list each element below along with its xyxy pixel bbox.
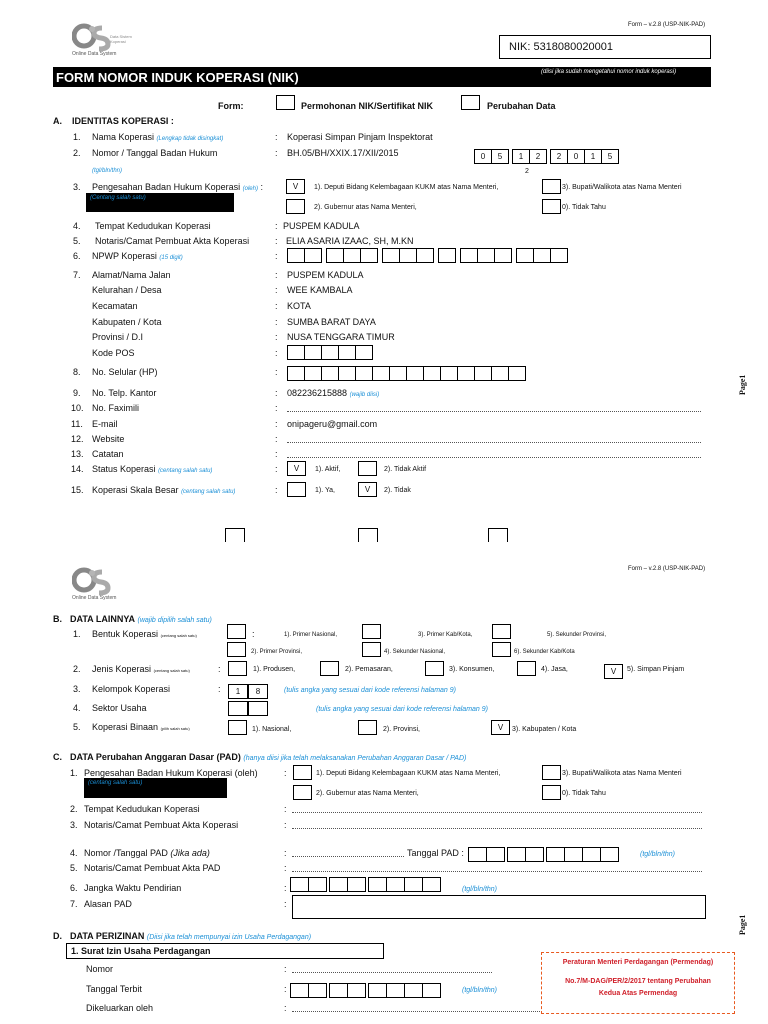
kelurahan-value: WEE KAMBALA (287, 285, 353, 295)
provinsi-label: Provinsi / D.I (92, 332, 144, 342)
kabupaten-colon: : (275, 317, 278, 327)
c4-tanggal-label: Tanggal PAD : (407, 848, 464, 858)
npwp-cell[interactable] (304, 248, 322, 263)
a11-colon: : (275, 419, 278, 429)
badan-hukum-date-cell[interactable]: 0 (474, 149, 492, 164)
a10-label: No. Faximili (92, 403, 140, 413)
a9-value: 082236215888 (wajib diisi) (287, 388, 380, 398)
b5-opt3-label: 3). Kabupaten / Kota (512, 726, 577, 733)
hp-cell[interactable] (372, 366, 390, 381)
tanggal-pad-cell[interactable] (600, 847, 619, 862)
form-type-label: Form: (218, 101, 244, 111)
jangka-waktu-cell[interactable] (347, 877, 366, 892)
b1-opt5-checkbox[interactable] (492, 624, 511, 639)
a14-num: 14. (71, 464, 84, 474)
npwp-cell[interactable] (550, 248, 568, 263)
a13-line[interactable] (287, 457, 701, 458)
hp-cell[interactable] (440, 366, 458, 381)
c7-num: 7. (70, 899, 78, 909)
b3-digit1[interactable]: 1 (228, 684, 248, 699)
c6-num: 6. (70, 883, 78, 893)
kode-pos-cell[interactable] (338, 345, 356, 360)
status-tidak-aktif-label: 2). Tidak Aktif (384, 466, 427, 473)
c1-opt3-label: 3). Bupati/Walikota atas Nama Menteri (562, 770, 682, 777)
form-title-bar (53, 67, 711, 87)
b1-opt4-checkbox[interactable] (362, 642, 381, 657)
kode-pos-colon: : (275, 348, 278, 358)
kecamatan-colon: : (275, 301, 278, 311)
siup-tanggal-cell[interactable] (308, 983, 327, 998)
c2-colon: : (284, 804, 287, 814)
a15-num: 15. (71, 485, 84, 495)
page-break-box-3 (488, 528, 508, 542)
jangka-waktu-cell[interactable] (329, 877, 348, 892)
a12-line[interactable] (287, 442, 701, 443)
a10-num: 10. (71, 403, 84, 413)
npwp-cell[interactable] (477, 248, 495, 263)
a3-option1-checkbox[interactable]: V (286, 179, 305, 194)
siup-tanggal-colon: : (284, 984, 287, 994)
b2-opt5-label: 5). Simpan Pinjam (627, 666, 685, 673)
a4-value: PUSPEM KADULA (283, 221, 360, 231)
c1-hint-bar: (centang salah satu) (84, 778, 227, 798)
b2-colon: : (218, 664, 221, 674)
b4-num: 4. (73, 703, 81, 713)
b3-hint: (tulis angka yang sesuai dari kode referensi halaman 9) (284, 687, 456, 694)
form-title-note: (diisi jika sudah mengetahui nomor induk koperasi) (541, 69, 677, 75)
c7-colon: : (284, 899, 287, 909)
c2-line[interactable] (292, 812, 702, 813)
a5-label: Notaris/Camat Pembuat Akta Koperasi (95, 236, 250, 246)
b2-opt2-label: 2). Pemasaran, (345, 666, 393, 673)
a4-colon: : (275, 221, 278, 231)
a11-label: E-mail (92, 419, 118, 429)
a7-colon: : (275, 270, 278, 280)
perubahan-checkbox[interactable] (461, 95, 480, 110)
npwp-cell[interactable] (416, 248, 434, 263)
b4-digit1[interactable] (228, 701, 248, 716)
siup-tanggal-hint: (tgl/bln/thn) (462, 987, 498, 994)
siup-dikeluarkan-label: Dikeluarkan oleh (86, 1003, 154, 1013)
hp-cell[interactable] (474, 366, 492, 381)
a3-option4-label: 0). Tidak Tahu (562, 204, 606, 211)
a9-label: No. Telp. Kantor (92, 388, 157, 398)
b2-opt3-checkbox[interactable] (425, 661, 444, 676)
b2-opt1-checkbox[interactable] (228, 661, 247, 676)
status-aktif-checkbox[interactable]: V (287, 461, 306, 476)
a1-colon: : (275, 132, 278, 142)
section-a-title: IDENTITAS KOPERASI : (72, 116, 174, 126)
c4-num: 4. (70, 848, 78, 858)
npwp-cell[interactable] (382, 248, 400, 263)
section-a-letter: A. (53, 116, 62, 126)
b5-label: Koperasi Binaan (pilih salah satu) (92, 722, 190, 732)
b1-opt4-label: 4). Sekunder Nasional, (384, 649, 446, 655)
a2-num: 2. (73, 148, 81, 158)
tanggal-pad-cell[interactable] (507, 847, 526, 862)
section-d-title: DATA PERIZINAN (Diisi jika telah mempunyai izin Usaha Perdagangan) (70, 931, 312, 941)
form-title: FORM NOMOR INDUK KOPERASI (NIK) (56, 70, 299, 85)
b2-opt4-label: 4). Jasa, (541, 666, 568, 673)
jangka-waktu-cell[interactable] (308, 877, 327, 892)
npwp-cell[interactable] (494, 248, 512, 263)
tanggal-pad-cell[interactable] (582, 847, 601, 862)
a14-label: Status Koperasi (centang salah satu) (92, 464, 213, 474)
alasan-pad-textarea[interactable] (292, 895, 706, 919)
b2-opt5-checkbox[interactable]: V (604, 664, 623, 679)
a7-num: 7. (73, 270, 81, 280)
status-tidak-aktif-checkbox[interactable] (358, 461, 377, 476)
jangka-waktu-cell[interactable] (422, 877, 441, 892)
siup-nomor-label: Nomor (86, 964, 114, 974)
b1-opt3-label: 3). Primer Kab/Kota, (418, 632, 473, 638)
tanggal-pad-cell[interactable] (525, 847, 544, 862)
b3-num: 3. (73, 684, 81, 694)
jangka-waktu-cell[interactable] (368, 877, 387, 892)
c1-opt2-checkbox[interactable] (293, 785, 312, 800)
c1-opt3-checkbox[interactable] (542, 765, 561, 780)
permendag-note-line2: No.7/M-DAG/PER/2/2017 tentang Perubahan (565, 978, 711, 985)
section-c-title: DATA Perubahan Anggaran Dasar (PAD) (hanya diisi jika telah melaksanakan Perubahan Anggaran Dasar / PAD) (70, 752, 467, 762)
c1-opt4-label: 0). Tidak Tahu (562, 790, 606, 797)
b1-opt5-label: 5). Sekunder Provinsi, (547, 632, 607, 638)
b2-opt3-label: 3). Konsumen, (449, 666, 495, 673)
npwp-cell[interactable] (360, 248, 378, 263)
hp-cell[interactable] (355, 366, 373, 381)
b1-opt3-checkbox[interactable] (362, 624, 381, 639)
a3-option2-label: 2). Gubernur atas Nama Menteri, (314, 204, 417, 211)
perubahan-label: Perubahan Data (487, 101, 556, 111)
b2-opt1-label: 1). Produsen, (253, 666, 296, 673)
a3-option1-label: 1). Deputi Bidang Kelembagaan KUKM atas Nama Menteri, (314, 184, 499, 191)
c3-num: 3. (70, 820, 78, 830)
a7-label: Alamat/Nama Jalan (92, 270, 171, 280)
hp-cell[interactable] (389, 366, 407, 381)
b1-opt6-checkbox[interactable] (492, 642, 511, 657)
a13-label: Catatan (92, 449, 124, 459)
c4-line[interactable] (292, 856, 404, 857)
kode-pos-cell[interactable] (287, 345, 305, 360)
siup-tanggal-cell[interactable] (368, 983, 387, 998)
kecamatan-value: KOTA (287, 301, 311, 311)
c2-num: 2. (70, 804, 78, 814)
logo-tagline-2: Online Data System (72, 595, 117, 601)
jangka-waktu-cell[interactable] (404, 877, 423, 892)
hp-cell[interactable] (423, 366, 441, 381)
badan-hukum-date-cell[interactable]: 0 (567, 149, 585, 164)
badan-hukum-date-cell[interactable]: 1 (512, 149, 530, 164)
b5-opt2-checkbox[interactable] (358, 720, 377, 735)
a15-label: Koperasi Skala Besar (centang salah satu) (92, 485, 236, 495)
npwp-cell[interactable] (287, 248, 305, 263)
c6-label: Jangka Waktu Pendirian (84, 883, 182, 893)
npwp-cell[interactable] (438, 248, 456, 263)
a4-num: 4. (73, 221, 81, 231)
b1-opt1-checkbox[interactable] (227, 624, 246, 639)
nik-value: NIK: 5318080020001 (509, 41, 613, 53)
a1-label: Nama Koperasi (Lengkap tidak disingkat) (92, 132, 224, 142)
kode-pos-label: Kode POS (92, 348, 135, 358)
a4-label: Tempat Kedudukan Koperasi (95, 221, 211, 231)
b5-opt1-label: 1). Nasional, (252, 726, 292, 733)
c1-colon: : (284, 768, 287, 778)
kode-pos-cell[interactable] (304, 345, 322, 360)
c1-opt2-label: 2). Gubernur atas Nama Menteri, (316, 790, 419, 797)
a8-label: No. Selular (HP) (92, 367, 158, 377)
c5-label: Notaris/Camat Pembuat Akta PAD (84, 863, 221, 873)
c3-line[interactable] (292, 828, 702, 829)
a13-colon: : (275, 449, 278, 459)
b1-num: 1. (73, 629, 81, 639)
npwp-cell[interactable] (343, 248, 361, 263)
npwp-cell[interactable] (326, 248, 344, 263)
a8-num: 8. (73, 367, 81, 377)
npwp-cell[interactable] (516, 248, 534, 263)
b2-label: Jenis Koperasi (centang salah satu) (92, 664, 190, 674)
badan-hukum-date-cell[interactable]: 2 (529, 149, 547, 164)
b2-opt2-checkbox[interactable] (320, 661, 339, 676)
hp-cell[interactable] (304, 366, 322, 381)
b2-num: 2. (73, 664, 81, 674)
c1-opt1-checkbox[interactable] (293, 765, 312, 780)
a2-date-note: 2 (525, 168, 529, 175)
a15-colon: : (275, 485, 278, 495)
hp-cell[interactable] (457, 366, 475, 381)
siup-nomor-colon: : (284, 964, 287, 974)
page-break-box-2 (358, 528, 378, 542)
section-b-letter: B. (53, 614, 62, 624)
b1-opt1-label: 1). Primer Nasional, (284, 632, 338, 638)
a3-hint-bar: (Centang salah satu) (86, 193, 234, 212)
b4-digit2[interactable] (248, 701, 268, 716)
badan-hukum-date-cell[interactable]: 5 (601, 149, 619, 164)
b4-label: Sektor Usaha (92, 703, 147, 713)
a11-num: 11. (71, 419, 83, 429)
c5-colon: : (284, 863, 287, 873)
page-label-1: Page1 (738, 374, 747, 395)
b5-opt1-checkbox[interactable] (228, 720, 247, 735)
kabupaten-label: Kabupaten / Kota (92, 317, 162, 327)
kelurahan-label: Kelurahan / Desa (92, 285, 162, 295)
tanggal-pad-cell[interactable] (468, 847, 487, 862)
kecamatan-label: Kecamatan (92, 301, 138, 311)
c6-colon: : (284, 883, 287, 893)
permendag-note-line1: Peraturan Menteri Perdagangan (Permendag) (562, 959, 714, 966)
a3-label: Pengesahan Badan Hukum Koperasi (oleh) : (92, 182, 263, 192)
b4-hint: (tulis angka yang sesuai dari kode referensi halaman 9) (316, 706, 488, 713)
a13-num: 13. (71, 449, 84, 459)
siup-dikeluarkan-colon: : (284, 1003, 287, 1013)
c4-label: Nomor /Tanggal PAD (Jika ada) (84, 848, 210, 858)
jangka-waktu-cell[interactable] (386, 877, 405, 892)
jangka-waktu-cell[interactable] (290, 877, 309, 892)
provinsi-value: NUSA TENGGARA TIMUR (287, 332, 395, 342)
a3-option3-checkbox[interactable] (542, 179, 561, 194)
b5-opt2-label: 2). Provinsi, (383, 726, 420, 733)
section-b-title: DATA LAINNYA (wajib dipilih salah satu) (70, 614, 212, 624)
kelurahan-colon: : (275, 285, 278, 295)
b5-num: 5. (73, 722, 81, 732)
a3-option2-checkbox[interactable] (286, 199, 305, 214)
tanggal-pad-cell[interactable] (546, 847, 565, 862)
a3-option4-checkbox[interactable] (542, 199, 561, 214)
a6-colon: : (275, 251, 278, 261)
siup-tanggal-label: Tanggal Terbit (86, 984, 142, 994)
a12-colon: : (275, 434, 278, 444)
a1-num: 1. (73, 132, 81, 142)
hp-cell[interactable] (491, 366, 509, 381)
b3-digit2[interactable]: 8 (248, 684, 268, 699)
nik-box[interactable] (499, 35, 711, 59)
c1-opt1-label: 1). Deputi Bidang Kelembagaan KUKM atas Nama Menteri, (316, 770, 501, 777)
kabupaten-value: SUMBA BARAT DAYA (287, 317, 376, 327)
a11-value: onipageru@gmail.com (287, 419, 378, 429)
badan-hukum-date-cell[interactable]: 1 (584, 149, 602, 164)
siup-tanggal-cell[interactable] (404, 983, 423, 998)
a2-value: BH.05/BH/XXIX.17/XII/2015 (287, 148, 399, 158)
hp-cell[interactable] (287, 366, 305, 381)
page-break-box-1 (225, 528, 245, 542)
a9-num: 9. (73, 388, 81, 398)
npwp-cell[interactable] (460, 248, 478, 263)
a8-colon: : (275, 367, 278, 377)
a14-colon: : (275, 464, 278, 474)
form-version-2: Form – v.2.8 (USP-NIK-PAD) (628, 566, 706, 572)
a2-label: Nomor / Tanggal Badan Hukum (92, 148, 218, 158)
a2-hint: (tgl/bln/thn) (92, 168, 123, 174)
c1-opt4-checkbox[interactable] (542, 785, 561, 800)
skala-ya-checkbox[interactable] (287, 482, 306, 497)
c6-hint: (tgl/bln/thn) (462, 886, 498, 893)
c2-label: Tempat Kedudukan Koperasi (84, 804, 200, 814)
page-label-2: Page1 (738, 914, 747, 935)
provinsi-colon: : (275, 332, 278, 342)
tanggal-pad-cell[interactable] (486, 847, 505, 862)
permendag-note (541, 952, 735, 1014)
permohonan-checkbox[interactable] (276, 95, 295, 110)
kode-pos-cell[interactable] (355, 345, 373, 360)
badan-hukum-date-cell[interactable]: 5 (491, 149, 509, 164)
hp-cell[interactable] (406, 366, 424, 381)
c5-line[interactable] (292, 871, 702, 872)
b1-opt2-checkbox[interactable] (227, 642, 246, 657)
c4-hint: (tgl/bln/thn) (640, 851, 676, 858)
skala-tidak-label: 2). Tidak (384, 487, 411, 494)
badan-hukum-date-cell[interactable]: 2 (550, 149, 568, 164)
c5-num: 5. (70, 863, 78, 873)
section-d-letter: D. (53, 931, 62, 941)
skala-tidak-checkbox[interactable]: V (358, 482, 377, 497)
a6-num: 6. (73, 251, 81, 261)
a5-colon: : (275, 236, 278, 246)
b1-colon: : (252, 629, 255, 639)
b1-opt2-label: 2). Primer Provinsi, (251, 649, 303, 655)
hp-cell[interactable] (321, 366, 339, 381)
siup-nomor-line[interactable] (292, 972, 492, 973)
a7-value: PUSPEM KADULA (287, 270, 364, 280)
b3-colon: : (218, 684, 221, 694)
npwp-cell[interactable] (399, 248, 417, 263)
section-c-letter: C. (53, 752, 62, 762)
a10-line[interactable] (287, 411, 701, 412)
a10-colon: : (275, 403, 278, 413)
b2-opt4-checkbox[interactable] (517, 661, 536, 676)
b1-label: Bentuk Koperasi (centang salah satu) (92, 629, 197, 639)
siup-tanggal-cell[interactable] (329, 983, 348, 998)
form-version: Form – v.2.8 (USP-NIK-PAD) (628, 22, 706, 28)
siup-tanggal-cell[interactable] (290, 983, 309, 998)
a3-option3-label: 3). Bupati/Walikota atas Nama Menteri (562, 184, 682, 191)
oss-logo-2 (72, 566, 132, 594)
a1-value: Koperasi Simpan Pinjam Inspektorat (287, 132, 433, 142)
a9-colon: : (275, 388, 278, 398)
tanggal-pad-cell[interactable] (564, 847, 583, 862)
a3-num: 3. (73, 182, 81, 192)
logo-tagline: Online Data System (72, 51, 117, 57)
a12-label: Website (92, 434, 125, 444)
a12-num: 12. (71, 434, 84, 444)
siup-tanggal-cell[interactable] (347, 983, 366, 998)
c1-label: Pengesahan Badan Hukum Koperasi (oleh) (84, 768, 258, 778)
siup-header: 1. Surat Izin Usaha Perdagangan (66, 943, 384, 959)
b3-label: Kelompok Koperasi (92, 684, 171, 694)
c3-colon: : (284, 820, 287, 830)
npwp-cell[interactable] (533, 248, 551, 263)
a2-colon: : (275, 148, 278, 158)
status-aktif-label: 1). Aktif, (315, 466, 341, 473)
logo-side-text: Data Sistem Koperasi (110, 34, 132, 44)
siup-tanggal-cell[interactable] (422, 983, 441, 998)
c4-colon: : (284, 848, 287, 858)
a5-value: ELIA ASARIA IZAAC, SH, M.KN (286, 236, 414, 246)
a5-num: 5. (73, 236, 81, 246)
c1-num: 1. (70, 768, 78, 778)
hp-cell[interactable] (338, 366, 356, 381)
skala-ya-label: 1). Ya, (315, 487, 335, 494)
b5-opt3-checkbox[interactable]: V (491, 720, 510, 735)
c7-label: Alasan PAD (84, 899, 132, 909)
permendag-note-line3: Kedua Atas Permendag (598, 990, 678, 997)
kode-pos-cell[interactable] (321, 345, 339, 360)
c3-label: Notaris/Camat Pembuat Akta Koperasi (84, 820, 239, 830)
permohonan-label: Permohonan NIK/Sertifikat NIK (301, 101, 434, 111)
hp-cell[interactable] (508, 366, 526, 381)
a6-label: NPWP Koperasi (15 digit) (92, 251, 183, 261)
siup-tanggal-cell[interactable] (386, 983, 405, 998)
b1-opt6-label: 6). Sekunder Kab/Kota (514, 649, 575, 655)
